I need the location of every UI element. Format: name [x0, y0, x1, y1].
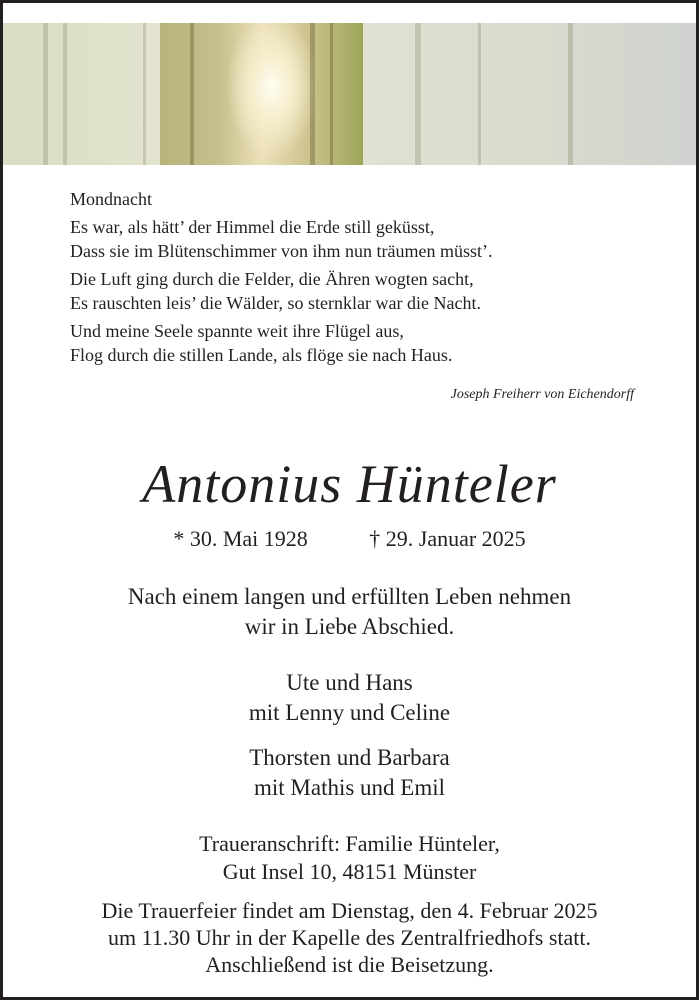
poem [70, 187, 696, 371]
service-line: um 11.30 Uhr in der Kapelle des Zentralfriedhofs statt. [107, 925, 592, 950]
death-date: † 29. Januar 2025 [369, 526, 526, 551]
forest-image-right [363, 23, 696, 165]
poem-line: Dass sie im Blütenschimmer von ihm nun träumen müsst’. [70, 241, 493, 261]
poem-line: Die Luft ging durch die Felder, die Ähren wogten sacht, [70, 269, 474, 289]
message-line: Nach einem langen und erfüllten Leben nehmen [127, 584, 572, 609]
poem-author: Joseph Freiherr von Eichendorff [450, 387, 634, 402]
life-dates [3, 526, 696, 552]
poem-line: Und meine Seele spannte weit ihre Flügel aus, [70, 321, 404, 341]
farewell-message [3, 582, 696, 642]
address-line: Traueranschrift: Familie Hünteler, [199, 831, 500, 856]
forest-path-image [160, 23, 363, 165]
message-line: wir in Liebe Abschied. [244, 614, 455, 639]
address-line: Gut Insel 10, 48151 Münster [222, 859, 477, 884]
poem-line: Flog durch die stillen Lande, als flöge sie nach Haus. [70, 345, 453, 365]
poem-stanza [70, 267, 696, 315]
mourner-line: mit Mathis und Emil [253, 775, 446, 800]
mourner-line: Thorsten und Barbara [249, 745, 450, 770]
poem-stanza [70, 319, 696, 367]
poem-stanza [70, 215, 696, 263]
mourner-line: Ute und Hans [286, 670, 413, 695]
forest-image-left [3, 23, 160, 165]
service-line: Anschließend ist die Beisetzung. [205, 952, 494, 977]
mourning-address [3, 830, 696, 886]
poem-title: Mondnacht [70, 189, 152, 209]
mourner-group [3, 668, 696, 728]
funeral-service-info [3, 897, 696, 978]
deceased-name: Antonius Hünteler [142, 454, 557, 514]
forest-banner-image [3, 23, 696, 165]
poem-line: Es war, als hätt’ der Himmel die Erde still geküsst, [70, 217, 435, 237]
service-line: Die Trauerfeier findet am Dienstag, den 4. Februar 2025 [101, 898, 598, 923]
mourner-group [3, 743, 696, 803]
birth-date: * 30. Mai 1928 [173, 526, 308, 551]
poem-line: Es rauschten leis’ die Wälder, so sternklar war die Nacht. [70, 293, 481, 313]
mourner-line: mit Lenny und Celine [248, 700, 451, 725]
